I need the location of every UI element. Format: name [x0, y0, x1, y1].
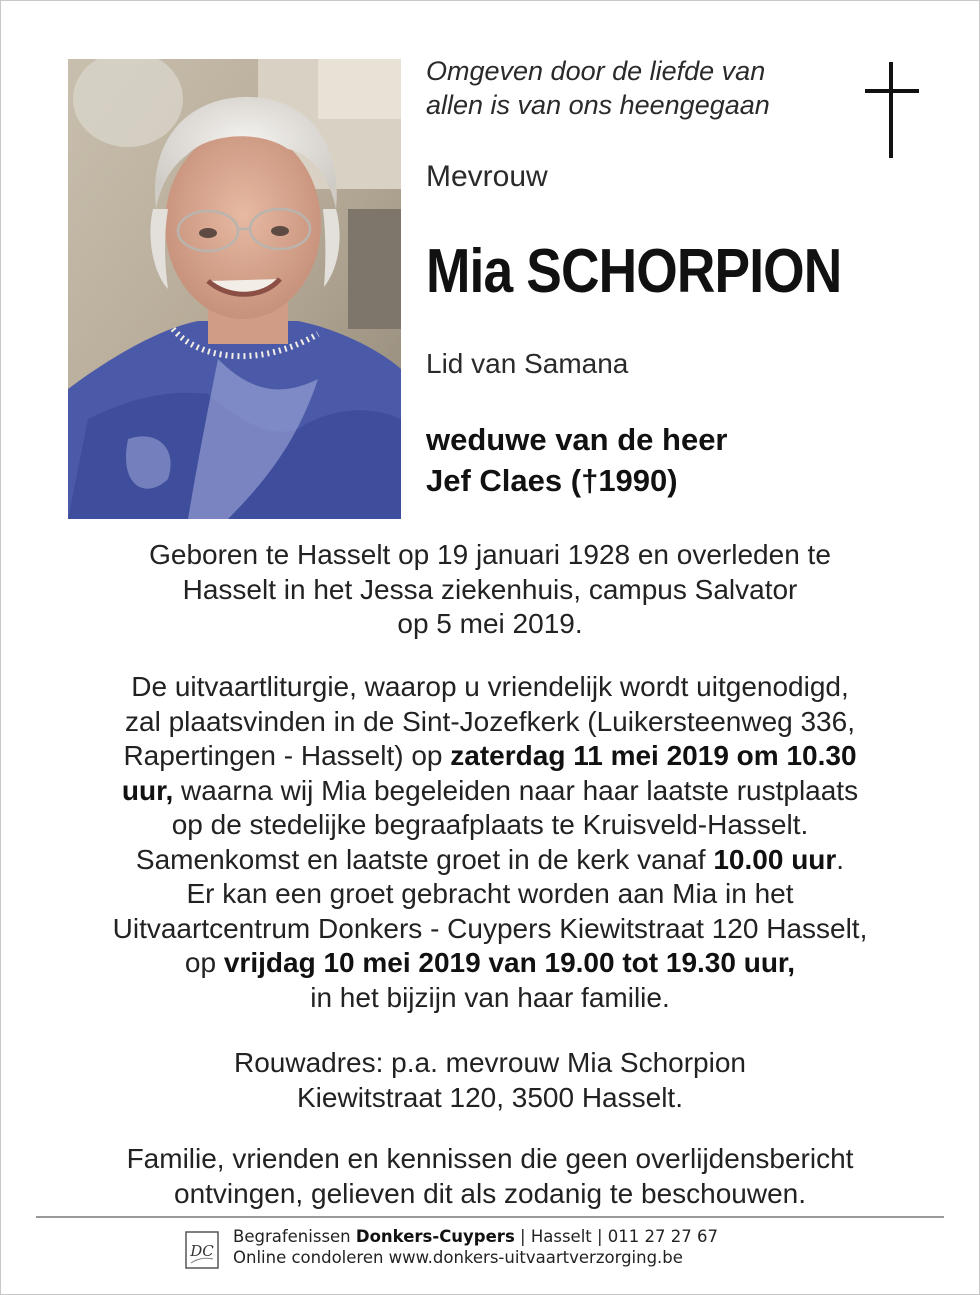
- text-run: Begrafenissen: [233, 1227, 356, 1246]
- deceased-name: Mia SCHORPION: [426, 237, 842, 306]
- intro-text: [426, 54, 846, 122]
- text-line: op 5 mei 2019.: [397, 608, 583, 639]
- salutation: Mevrouw: [426, 160, 548, 193]
- text-line: Kiewitstraat 120, 3500 Hasselt.: [297, 1081, 683, 1113]
- text-line: [40, 843, 940, 878]
- spouse-line: weduwe van de heer: [426, 422, 728, 457]
- text-line: zal plaatsvinden in de Sint-Jozefkerk (Luikersteenweg 336,: [125, 705, 855, 737]
- text-line: Uitvaartcentrum Donkers - Cuypers Kiewitstraat 120 Hasselt,: [112, 912, 868, 944]
- text-line: Geboren te Hasselt op 19 januari 1928 en overleden te: [149, 539, 831, 570]
- membership: Lid van Samana: [426, 348, 629, 379]
- intro-line: allen is van ons heengegaan: [426, 90, 770, 120]
- notice-paragraph: [40, 1142, 940, 1211]
- text-run: Samenkomst en laatste groet in de kerk vanaf: [135, 843, 714, 875]
- text-run: waarna wij Mia begeleiden naar haar laatste rustplaats: [173, 774, 859, 806]
- spouse-line: Jef Claes (†1990): [426, 463, 678, 498]
- text-line: [40, 946, 940, 981]
- text-line: De uitvaartliturgie, waarop u vriendelijk wordt uitgenodigd,: [131, 671, 849, 702]
- text-line: Hasselt in het Jessa ziekenhuis, campus Salvator: [182, 573, 798, 605]
- footer-divider: [36, 1216, 944, 1218]
- text-line: in het bijzijn van haar familie.: [310, 981, 670, 1013]
- text-run: op: [184, 947, 224, 978]
- visitation-date: vrijdag 10 mei 2019 van 19.00 tot 19.30 uur,: [223, 947, 796, 978]
- funeral-home-name: Donkers-Cuypers: [355, 1227, 515, 1246]
- portrait-photo: [68, 59, 401, 519]
- text-run: Rapertingen - Hasselt) op: [123, 740, 451, 771]
- text-line: [40, 739, 940, 774]
- text-line: Er kan een groet gebracht worden aan Mia in het: [186, 878, 794, 909]
- funeral-date: zaterdag 11 mei 2019 om 10.30: [450, 740, 857, 771]
- birth-death-paragraph: [40, 538, 940, 642]
- footer-text: [233, 1226, 718, 1268]
- text-run: | Hasselt | 011 27 27 67: [514, 1227, 719, 1246]
- intro-line: Omgeven door de liefde van: [426, 56, 766, 86]
- footer-line: Online condoleren www.donkers-uitvaartverzorging.be: [233, 1248, 683, 1267]
- text-run: .: [836, 843, 845, 875]
- logo-text: DC: [190, 1242, 214, 1260]
- cross-icon: [862, 60, 924, 160]
- funeral-home-logo: [183, 1229, 221, 1271]
- text-line: Rouwadres: p.a. mevrouw Mia Schorpion: [233, 1047, 746, 1078]
- text-line: Familie, vrienden en kennissen die geen overlijdensbericht: [126, 1143, 854, 1174]
- funeral-time-unit: uur,: [121, 774, 174, 806]
- text-line: op de stedelijke begraafplaats te Kruisveld-Hasselt.: [171, 809, 809, 840]
- address-paragraph: [40, 1046, 940, 1115]
- gathering-time: 10.00 uur: [713, 843, 837, 875]
- funeral-paragraph: [40, 670, 940, 1015]
- text-line: [40, 774, 940, 809]
- footer-line: [233, 1226, 718, 1247]
- text-line: ontvingen, gelieven dit als zodanig te beschouwen.: [174, 1177, 806, 1209]
- spouse-info: [426, 419, 728, 501]
